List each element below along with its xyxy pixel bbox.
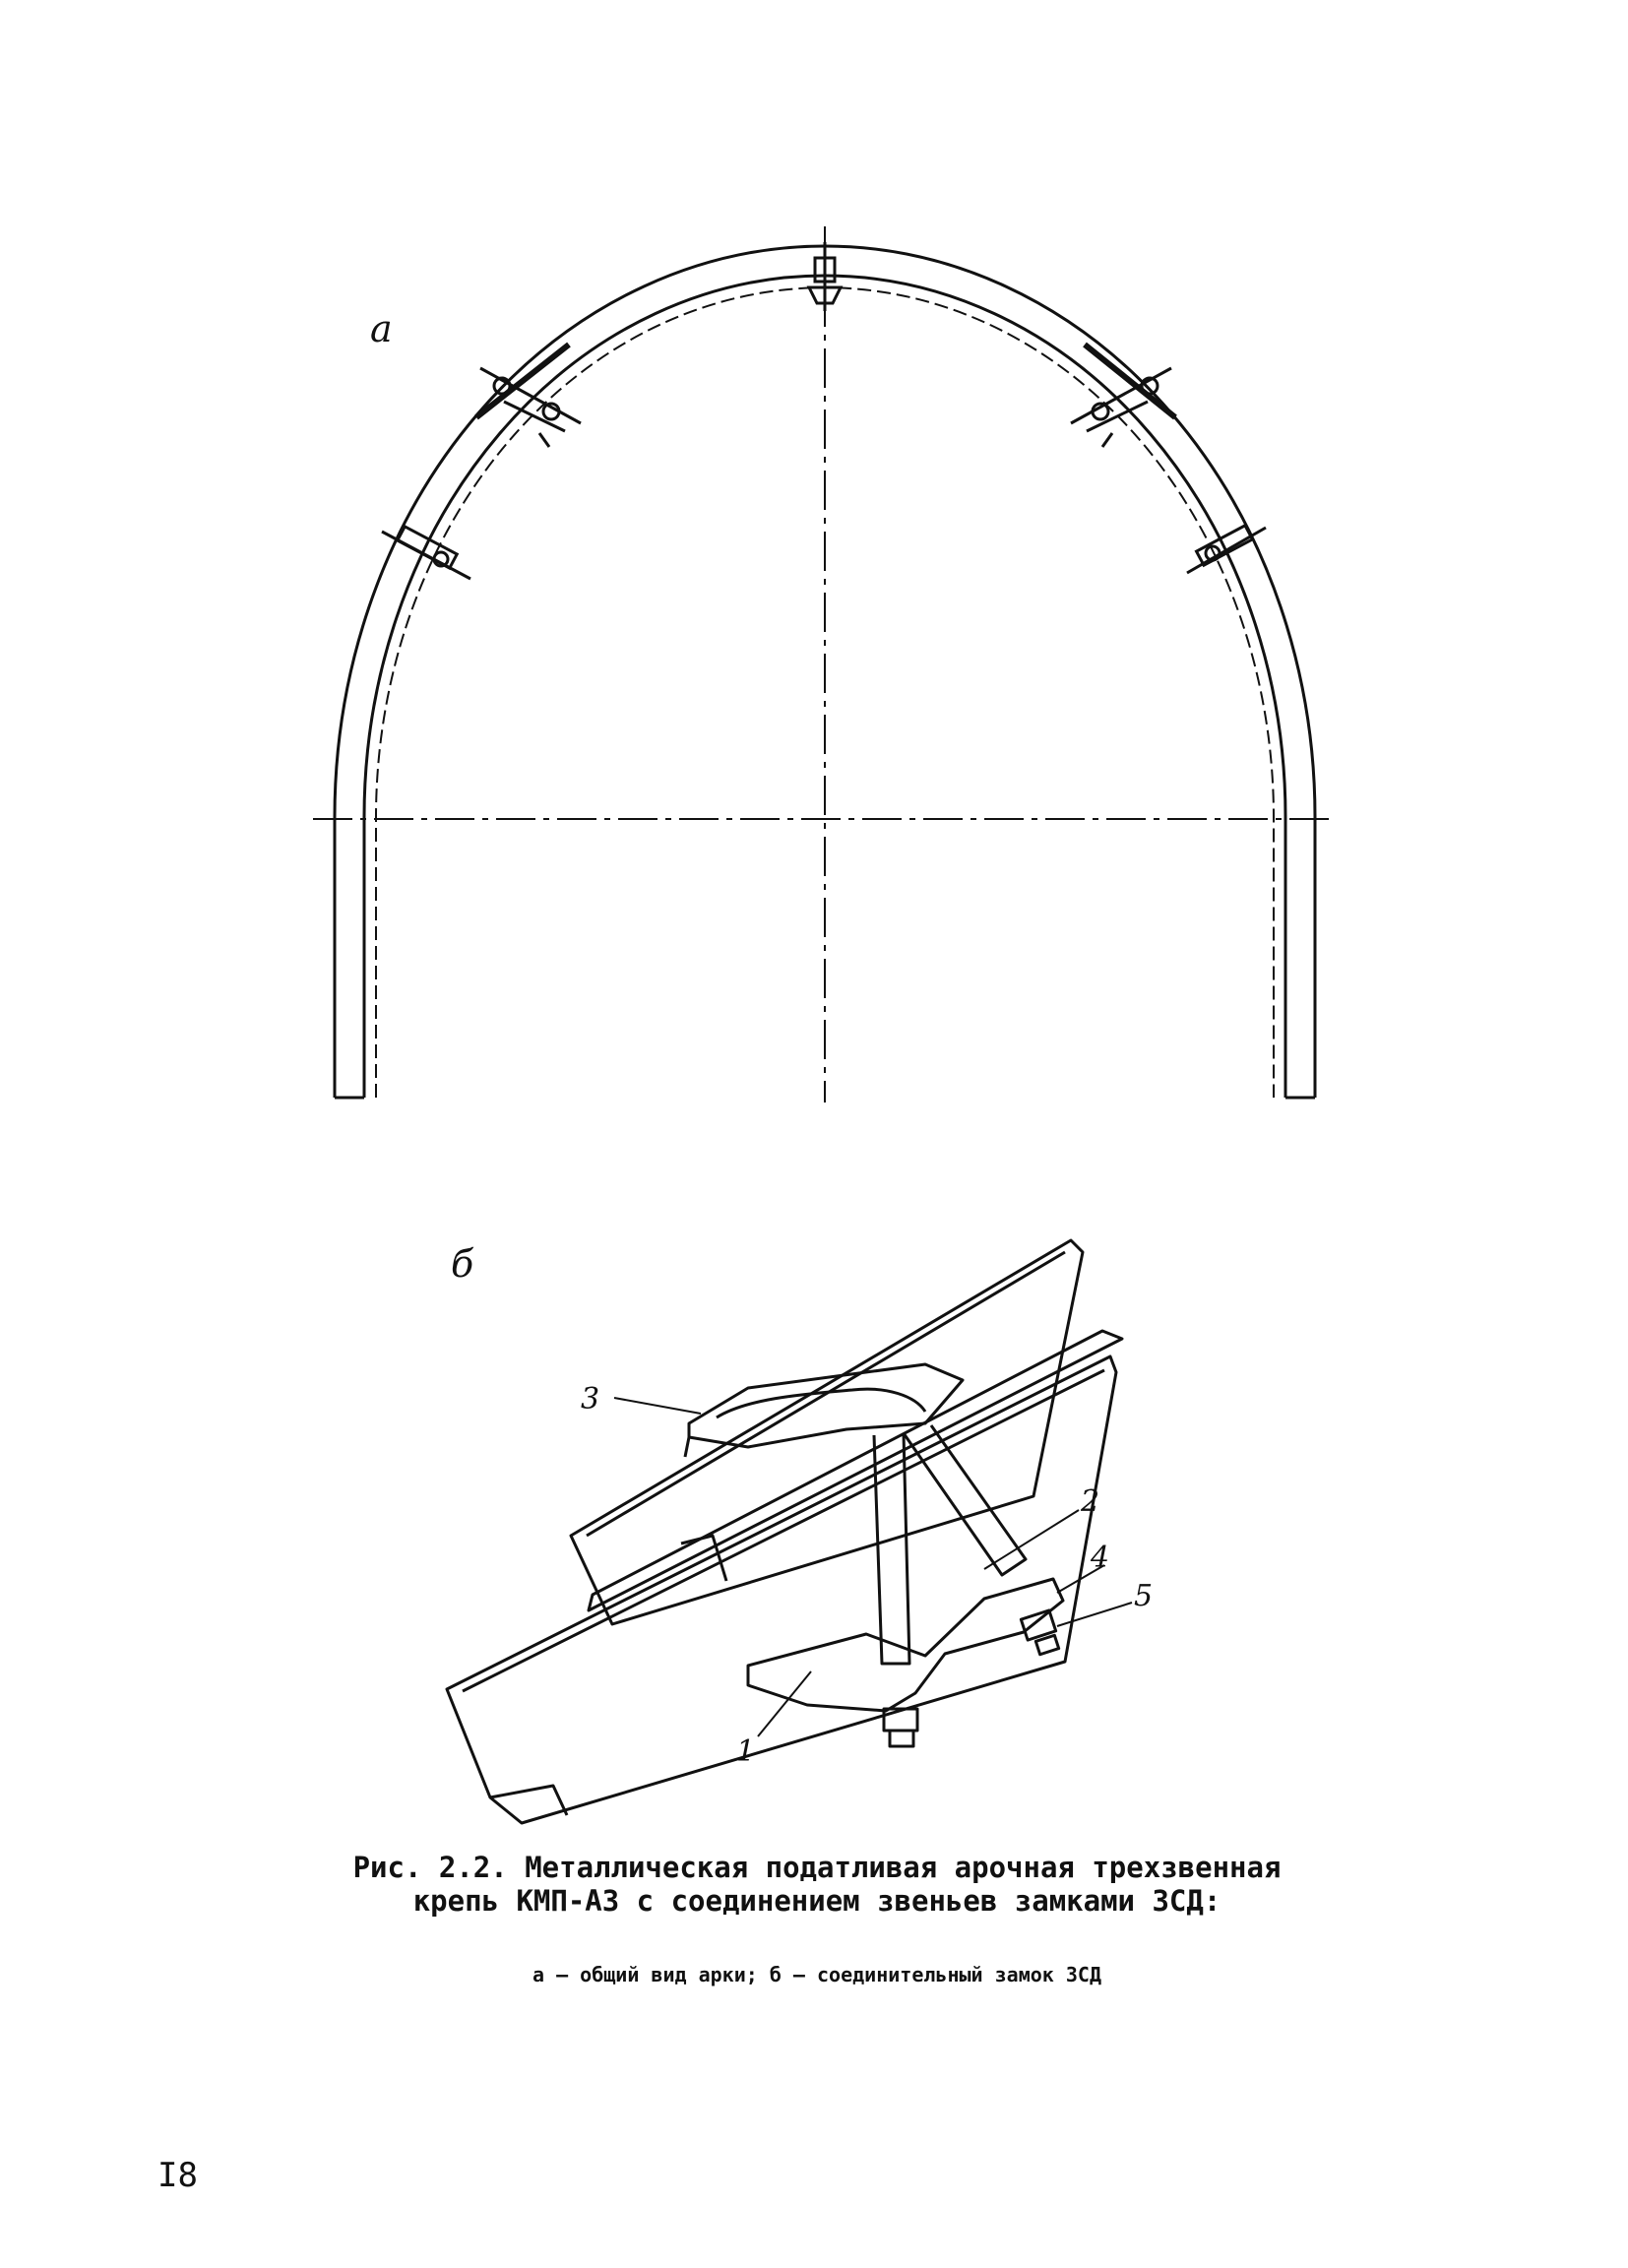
callout-2: 2 <box>1081 1484 1100 1519</box>
left-lower-lock <box>382 527 470 579</box>
left-upper-lock <box>480 368 581 447</box>
nut-right <box>1021 1610 1058 1655</box>
callout-4: 4 <box>1091 1541 1110 1575</box>
callout-1: 1 <box>736 1734 756 1769</box>
figure-caption-line-1: Рис. 2.2. Металлическая податливая арочная трехзвенная <box>352 1851 1282 1884</box>
arch-general-view <box>313 226 1335 1102</box>
view-b-label: б <box>451 1242 474 1286</box>
callout-3: 3 <box>581 1382 600 1417</box>
callout-5: 5 <box>1134 1579 1154 1613</box>
inclined-bolt <box>904 1425 1026 1575</box>
right-lower-lock <box>1187 526 1266 573</box>
lock-detail-view <box>447 1240 1132 1823</box>
page-number: I8 <box>157 2156 198 2195</box>
leader-3 <box>614 1398 701 1414</box>
figure-legend: а – общий вид арки; б – соединительный замок ЗСД <box>532 1963 1101 1986</box>
crown-lock <box>809 242 841 311</box>
view-a-label: a <box>370 307 393 350</box>
right-upper-lock <box>1071 368 1171 447</box>
vertical-bolt <box>874 1433 909 1664</box>
figure-caption-line-2: крепь КМП-А3 с соединением звеньев замками ЗСД: <box>412 1884 1221 1918</box>
leader-5 <box>1057 1603 1132 1626</box>
